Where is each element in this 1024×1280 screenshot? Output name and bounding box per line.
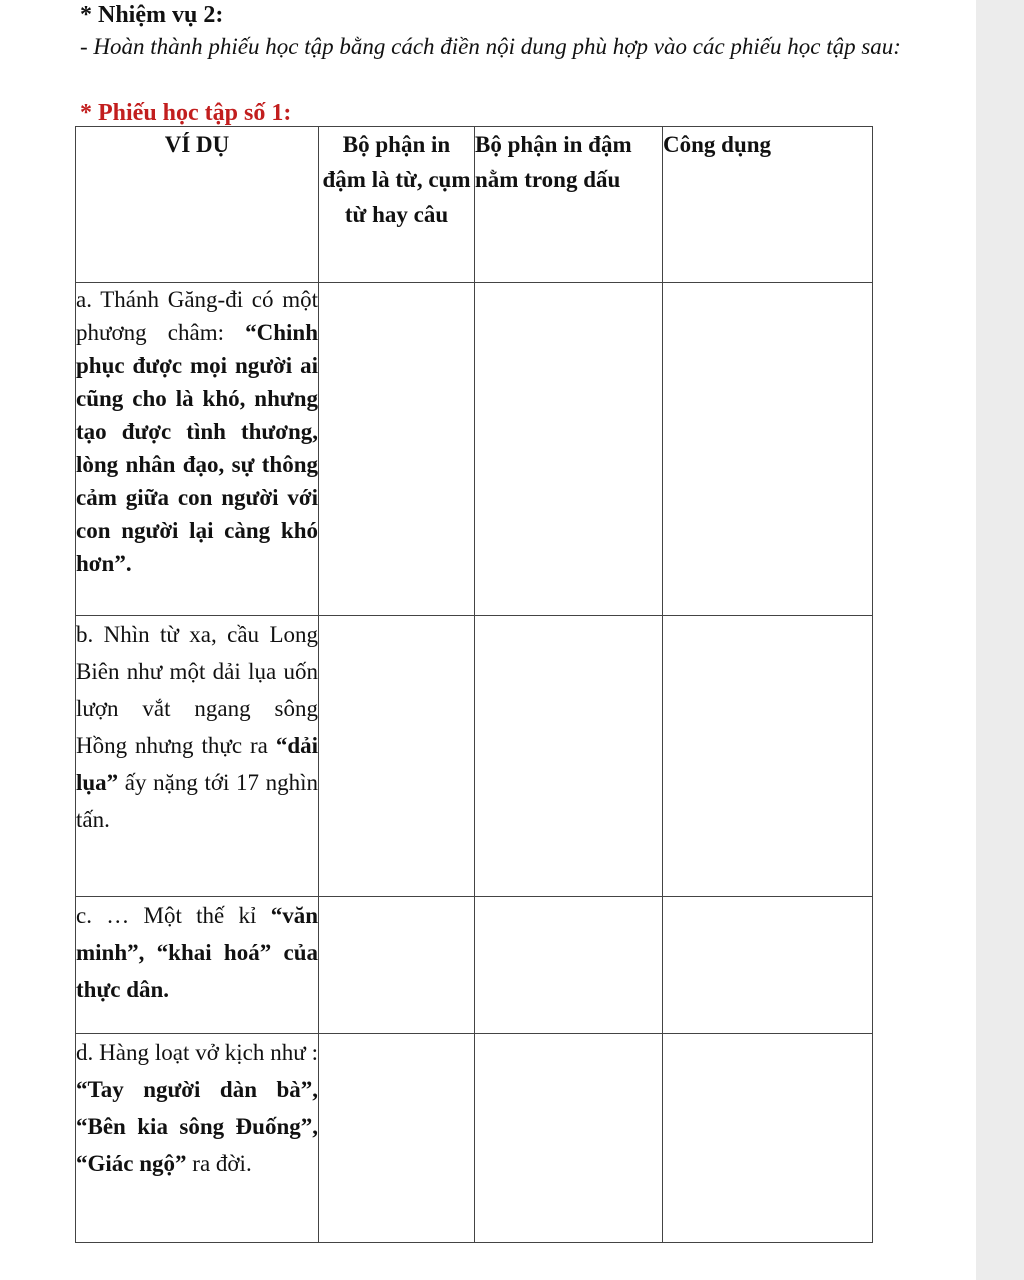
example-cell-d (76, 1034, 319, 1243)
table-row (76, 1034, 873, 1243)
task-title: * Nhiệm vụ 2: (80, 2, 224, 28)
example-cell-c (76, 897, 319, 1034)
example-a-bold: “Chinh phục được mọi người ai cũng cho là khó, nhưng tạo được tình thương, lòng nhân đạo, sự thông cảm giữa con người với con người lại càng khó hơn”. (76, 320, 318, 576)
example-a-prefix: a. Thánh Găng-đi có một phương châm: (76, 287, 318, 345)
table-row (76, 283, 873, 616)
answer-cell-usage-d[interactable] (663, 1034, 873, 1243)
example-cell-a (76, 283, 319, 616)
table-header-row (76, 127, 873, 283)
answer-cell-type-d[interactable] (319, 1034, 475, 1243)
example-b-bold: “dải lụa” (76, 733, 318, 795)
example-d-suffix: ra đời. (186, 1151, 252, 1176)
answer-cell-type-a[interactable] (319, 283, 475, 616)
example-c-prefix: c. … Một thế kỉ (76, 903, 271, 928)
example-b-suffix: ấy nặng tới 17 nghìn tấn. (76, 770, 318, 832)
worksheet-table (75, 126, 873, 1243)
instruction-text: - Hoàn thành phiếu học tập bằng cách điền nội dung phù hợp vào các phiếu học tập sau: (80, 34, 901, 59)
table-row (76, 616, 873, 897)
side-margin-strip (976, 0, 1024, 1280)
answer-cell-punctuation-a[interactable] (475, 283, 663, 616)
example-c-bold: “văn minh”, “khai hoá” của thực dân. (76, 903, 318, 1002)
answer-cell-usage-b[interactable] (663, 616, 873, 897)
table-row (76, 897, 873, 1034)
answer-cell-punctuation-c[interactable] (475, 897, 663, 1034)
worksheet-title: * Phiếu học tập số 1: (80, 100, 292, 126)
example-cell-b (76, 616, 319, 897)
answer-cell-punctuation-b[interactable] (475, 616, 663, 897)
header-punctuation: Bộ phận in đậm nằm trong dấu (475, 127, 663, 283)
header-usage: Công dụng (663, 127, 873, 283)
answer-cell-type-c[interactable] (319, 897, 475, 1034)
header-bold-part-type: Bộ phận in đậm là từ, cụm từ hay câu (319, 127, 475, 283)
example-b-prefix: b. Nhìn từ xa, cầu Long Biên như một dải lụa uốn lượn vắt ngang sông Hồng nhưng thực ra (76, 622, 318, 758)
example-d-prefix: d. Hàng loạt vở kịch như : (76, 1040, 318, 1065)
answer-cell-usage-c[interactable] (663, 897, 873, 1034)
answer-cell-punctuation-d[interactable] (475, 1034, 663, 1243)
example-d-bold: “Tay người dàn bà”, “Bên kia sông Đuống”, “Giác ngộ” (76, 1077, 318, 1176)
header-example: VÍ DỤ (76, 127, 319, 283)
answer-cell-type-b[interactable] (319, 616, 475, 897)
answer-cell-usage-a[interactable] (663, 283, 873, 616)
